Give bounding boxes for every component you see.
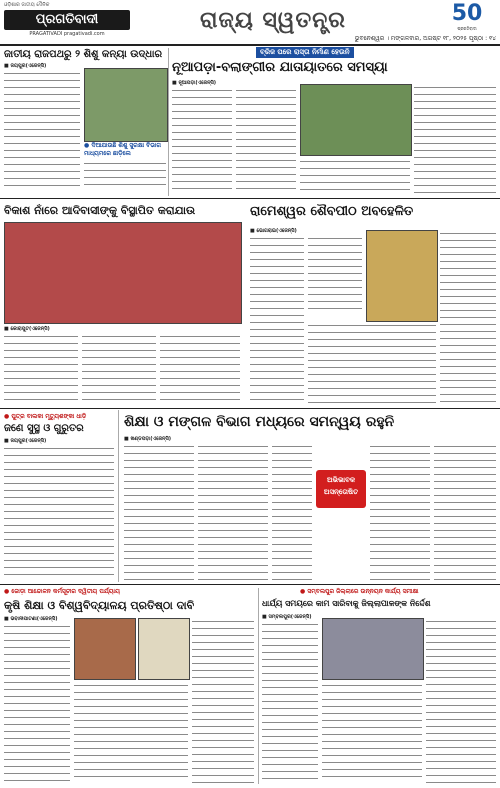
story8-photo bbox=[322, 618, 424, 680]
story6-body-5 bbox=[434, 443, 496, 580]
story3-body-1 bbox=[4, 333, 78, 403]
story4-byline: ■ ଭୋଗରାଇ(ଏଜେନ୍ସି) bbox=[250, 228, 297, 234]
row-rule-3 bbox=[0, 584, 500, 585]
story4-headline[interactable]: ରାମେଶ୍ୱର ଶୈବପୀଠ ଅବହେଳିତ bbox=[250, 204, 414, 219]
story3-body-2 bbox=[82, 333, 156, 403]
story6-body-3 bbox=[272, 443, 312, 580]
story2-body-1 bbox=[172, 87, 232, 193]
story2-kicker: ବ୍ରିଜ ପରେ ରାସ୍ତା ନିର୍ମାଣ ହେଉନି bbox=[256, 47, 354, 58]
anniversary-number: 50 bbox=[451, 1, 483, 26]
row-rule-2 bbox=[0, 408, 500, 409]
dateline: ଭୁବନେଶ୍ୱର । ମଙ୍ଗଳବାର, ଅଗଷ୍ଟ ୧୮, ୨୦୨୫ ପୃଷ୍ଠା : ୧୪ bbox=[354, 35, 496, 42]
story7-byline: ■ ଭବାନୀପାଟଣା(ଏଜେନ୍ସି) bbox=[4, 616, 58, 622]
story7-headline[interactable]: କୃଷି ଶିକ୍ଷା ଓ ବିଶ୍ୱବିଦ୍ୟାଳୟ ପ୍ରତିଷ୍ଠା ଦାବି bbox=[4, 599, 195, 612]
story2-body-4 bbox=[414, 84, 496, 193]
story7-kicker: ● ଜୋଡ଼ା ଆନ୍ଦୋଳନ କର୍ମସୂଚୀର ଦ୍ୱିତୀୟ ପର୍ଯ୍ୟାୟ bbox=[4, 588, 120, 595]
story1-callout: ● ଦିଆଯାଉଛି ଶିଶୁ ସୁରକ୍ଷା ବିଭାଗ ମାଧ୍ୟମରେ ଛାଡ଼ିଲେ bbox=[84, 142, 161, 157]
top-tagline: ଓଡ଼ିଶାର ଜାତୀୟ ଦୈନିକ bbox=[4, 2, 50, 8]
logo-subtitle: PRAGATIVADI pragativadi.com bbox=[29, 31, 105, 37]
story7-photo-2 bbox=[138, 618, 190, 680]
story6-body-4 bbox=[370, 443, 430, 580]
story1-photo bbox=[84, 68, 168, 142]
column-divider bbox=[168, 48, 169, 196]
story7-body-3 bbox=[192, 618, 254, 783]
story2-headline[interactable]: ନୂଆପଡ଼ା-ବଲାଙ୍ଗୀର ଯାତାୟାତରେ ସମସ୍ୟା bbox=[172, 60, 388, 75]
story4-body-2 bbox=[308, 235, 362, 315]
story4-body-4 bbox=[308, 322, 436, 403]
story7-body-2 bbox=[74, 682, 188, 783]
story8-body-1 bbox=[262, 621, 318, 783]
section-title: ରାଜ୍ୟ ସ୍ୱତନ୍ତ୍ର bbox=[200, 8, 346, 33]
story6-body-1 bbox=[124, 443, 194, 580]
story3-headline[interactable]: ବିକାଶ ନାଁରେ ଆଦିବାସୀଙ୍କୁ ବିସ୍ଥାପିତ କରାଯାଉ bbox=[4, 204, 196, 217]
story6-red-tag: ଅଭିଭାବକ ଅସନ୍ତୋଷିତ bbox=[316, 470, 366, 508]
story1-body-2 bbox=[84, 160, 166, 190]
story2-body-2 bbox=[236, 87, 296, 193]
masthead-rule bbox=[0, 44, 500, 46]
story2-byline: ■ ନୂଆପଡ଼ା(ଏଜେନ୍ସି) bbox=[172, 80, 217, 86]
story4-body-3 bbox=[440, 230, 496, 403]
story8-body-2 bbox=[322, 682, 422, 783]
story7-body-1 bbox=[4, 623, 70, 783]
story6-headline[interactable]: ଶିକ୍ଷା ଓ ମଙ୍ଗଳ ବିଭାଗ ମଧ୍ୟରେ ସମନ୍ୱୟ ରହୁନି bbox=[124, 414, 395, 430]
story5-byline: ■ ଜୟପୁର(ଏଜେନ୍ସି) bbox=[4, 438, 47, 444]
story4-body-1 bbox=[250, 235, 304, 403]
story8-headline[interactable]: ଧାର୍ଯ୍ୟ ସମୟରେ କାମ ସାରିବାକୁ ଜିଲ୍ଲାପାଳଙ୍କ ନିର୍ଦ୍ଦେଶ bbox=[262, 599, 431, 608]
story3-body-3 bbox=[160, 333, 240, 403]
story1-headline[interactable]: ଜାତୀୟ ରାଜପଥରୁ ୨ ଶିଶୁ କନ୍ୟା ଉଦ୍ଧାର bbox=[4, 49, 163, 60]
newspaper-logo[interactable]: ପ୍ରଗତିବାଦୀ bbox=[4, 10, 130, 30]
story5-body bbox=[4, 445, 114, 580]
story1-byline: ■ ଜୟପୁର(ଏଜେନ୍ସି) bbox=[4, 63, 47, 69]
story6-byline: ■ ଖଣ୍ଡପଡ଼ା(ଏଜେନ୍ସି) bbox=[124, 436, 172, 442]
story2-photo bbox=[300, 84, 412, 156]
story8-byline: ■ ସମ୍ବଲପୁର(ଏଜେନ୍ସି) bbox=[262, 614, 312, 620]
story5-headline[interactable]: ଜଣେ ସୁସ୍ଥ ଓ ଗୁରୁତର bbox=[4, 423, 84, 434]
story4-photo bbox=[366, 230, 438, 322]
masthead bbox=[0, 0, 500, 44]
story7-photo-1 bbox=[74, 618, 136, 680]
anniversary-caption: ପ୍ରଗତିବାଦୀ bbox=[457, 26, 477, 31]
story3-photo bbox=[4, 222, 242, 324]
column-divider-3 bbox=[258, 588, 259, 784]
column-divider-2 bbox=[118, 410, 119, 582]
story3-byline: ■ କୋରାପୁଟ(ଏଜେନ୍ସି) bbox=[4, 326, 50, 332]
story1-body bbox=[4, 70, 80, 190]
story8-kicker: ● ସମ୍ବଲପୁର ଜିଲ୍ଲାରେ ଉନ୍ନୟନ କାର୍ଯ୍ୟ ସମୀକ୍ଷା bbox=[300, 588, 419, 595]
story6-body-2 bbox=[198, 443, 268, 580]
row-rule bbox=[0, 198, 500, 199]
anniversary-badge bbox=[440, 2, 494, 32]
story5-kicker: ● ପୁତ୍ର ବାଲକା ମୃତ୍ୟୁଶଙ୍କା ଧାଡ଼ି bbox=[4, 413, 87, 420]
story8-body-3 bbox=[426, 618, 496, 783]
story2-body-3 bbox=[300, 158, 410, 193]
